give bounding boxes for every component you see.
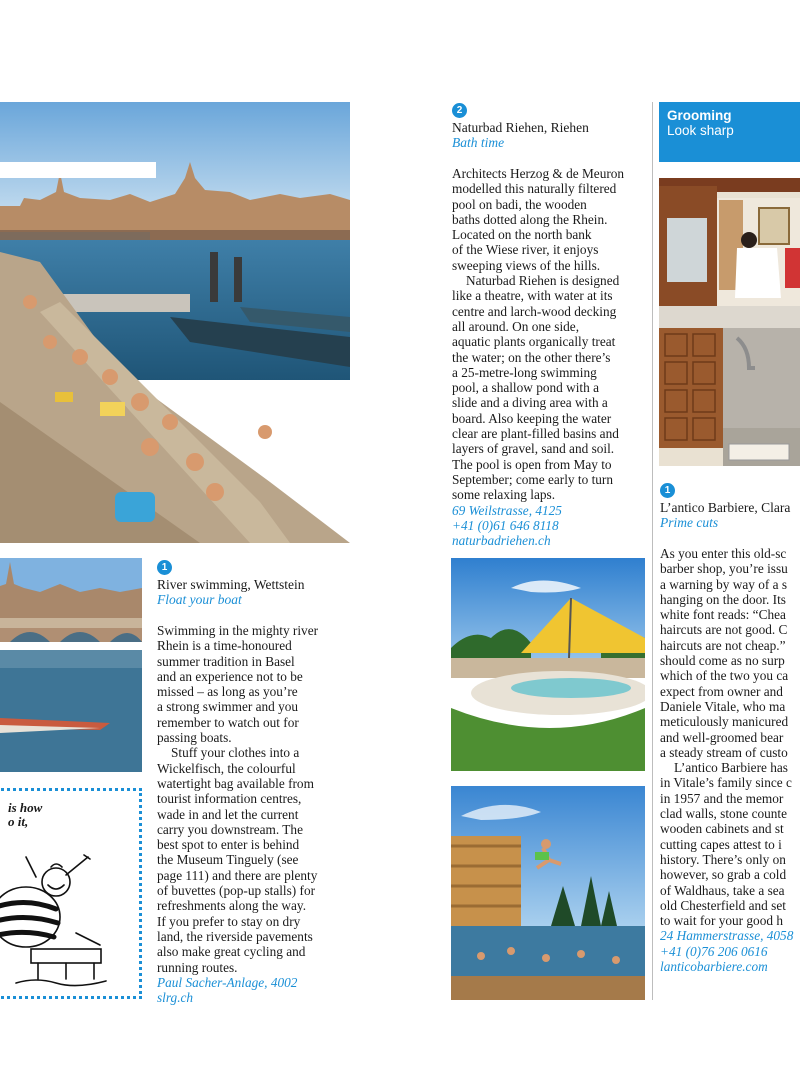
body-line: clad walls, stone counte [660, 806, 788, 822]
body-line: pool on badi, the wooden [452, 196, 587, 212]
body-line: best spot to enter is behind [157, 837, 300, 853]
body-line: of Waldhaus, take a sea [660, 882, 785, 898]
body-line: expect from owner and [660, 683, 783, 699]
body-line: a steady stream of custo [660, 744, 788, 760]
feature-subtitle: Bath time [452, 135, 505, 150]
section-tag-title: Grooming [667, 108, 732, 123]
body-line: modelled this naturally filtered [452, 181, 617, 197]
body-line: Wickelfisch, the colourful [157, 760, 296, 776]
feature-subtitle: Prime cuts [660, 515, 719, 530]
body-line: Rhein is a time-honoured [157, 638, 292, 654]
body-line: sweeping views of the hills. [452, 257, 601, 273]
body-line: a warning by way of a s [660, 576, 788, 592]
body-line: all around. On one side, [452, 318, 580, 334]
website-link[interactable]: lanticobarbiere.com [660, 959, 768, 975]
address-text: Paul Sacher-Anlage, 4002 [157, 974, 298, 990]
body-line: Stuff your clothes into a [171, 745, 300, 761]
cartoon-caption-line-1: is how [8, 800, 43, 815]
body-line: layers of gravel, sand and soil. [452, 441, 615, 457]
body-line: and well-groomed bear [660, 729, 784, 745]
body-line: however, so grab a cold [660, 867, 787, 883]
naturbad-pool-parasol-photo [451, 558, 645, 771]
feature-subtitle: Float your boat [157, 592, 242, 607]
body-line: clear are plant-filled basins and [452, 426, 619, 442]
body-line: haircuts are not good. C [660, 622, 788, 638]
body-line: which of the two you ca [660, 668, 789, 684]
body-line: to wait for your good h [660, 913, 783, 929]
body-line: in Vitale’s family since c [660, 775, 792, 791]
body-line: some relaxing laps. [452, 487, 556, 503]
body-line: Naturbad Riehen is designed [466, 273, 620, 289]
feature-title: Naturbad Riehen, Riehen [452, 120, 589, 135]
feature-title: River swimming, Wettstein [157, 577, 305, 592]
body-line: old Chesterfield and set [660, 897, 786, 913]
feature-title: L’antico Barbiere, Clara [660, 500, 791, 515]
body-line: history. There’s only on [660, 851, 786, 867]
body-line: also make great cycling and [157, 944, 306, 960]
body-line: running routes. [157, 959, 238, 975]
body-line: the Museum Tinguely (see [157, 852, 299, 868]
body-line: As you enter this old-sc [660, 546, 787, 561]
body-line: baths dotted along the Rhein. [452, 211, 608, 227]
feature-number-badge: 2 [452, 103, 467, 118]
body-line: cutting capes attest to i [660, 836, 782, 852]
phone-text: +41 (0)76 206 0616 [660, 943, 768, 959]
body-line: If you prefer to stay on dry [157, 913, 301, 929]
feature-number-badge: 1 [660, 483, 675, 498]
body-line: pool, a shallow pond with a [452, 380, 599, 396]
body-line: hanging on the door. Its [660, 591, 786, 607]
body-line: L’antico Barbiere has [674, 760, 788, 776]
phone-text: +41 (0)61 646 8118 [452, 517, 559, 533]
body-line: passing boats. [157, 730, 232, 746]
wettstein-bridge-photo [0, 558, 142, 772]
body-line: a 25-metre-long swimming [452, 364, 597, 380]
cartoon-sidebar [0, 788, 142, 999]
body-line: meticulously manicured [660, 714, 789, 730]
body-line: summer tradition in Basel [157, 653, 295, 669]
website-link[interactable]: slrg.ch [157, 990, 194, 1006]
body-line: wade in and let the current [157, 806, 299, 822]
barber-shop-interior-photo [659, 178, 800, 466]
body-line: The pool is open from May to [452, 456, 612, 472]
body-line: refreshments along the way. [157, 898, 307, 914]
naturbad-diver-photo [451, 786, 645, 1000]
body-line: carry you downstream. The [157, 821, 303, 837]
body-line: haircuts are not cheap.” [660, 637, 786, 653]
feature-body-text [452, 166, 648, 548]
section-tag-subtitle: Look sharp [667, 123, 734, 138]
feature-number-badge: 1 [157, 560, 172, 575]
cartoon-caption-line-2: o it, [8, 814, 29, 829]
body-line: Architects Herzog & de Meuron [452, 166, 625, 181]
body-line: land, the riverside pavements [157, 928, 313, 944]
address-text: 69 Weilstrasse, 4125 [452, 502, 562, 518]
feature-body-text [660, 546, 800, 974]
body-line: Daniele Vitale, who ma [660, 698, 786, 714]
body-line: tourist information centres, [157, 791, 302, 807]
address-text: 24 Hammerstrasse, 4058 [660, 928, 794, 944]
body-line: like a theatre, with water at its [452, 288, 613, 304]
swimmer-cartoon-illustration [0, 837, 139, 997]
body-line: a strong swimmer and you [157, 699, 299, 715]
body-line: September; come early to turn [452, 471, 613, 487]
body-line: centre and larch-wood decking [452, 303, 617, 319]
body-line: barber shop, you’re issu [660, 561, 788, 577]
column-divider [652, 102, 653, 1000]
body-line: should come as no surp [660, 653, 785, 669]
body-line: Located on the north bank [452, 227, 592, 243]
body-line: white font reads: “Chea [660, 607, 786, 623]
body-line: Swimming in the mighty river [157, 623, 319, 638]
section-tag-grooming [659, 102, 800, 162]
body-line: missed – as long as you’re [157, 684, 298, 700]
feature-body-text [157, 623, 357, 1005]
body-line: and an experience not to be [157, 668, 303, 684]
tag-notch [0, 162, 156, 178]
website-link[interactable]: naturbadriehen.ch [452, 533, 551, 549]
body-line: board. Also keeping the water [452, 410, 612, 426]
body-line: watertight bag available from [157, 775, 314, 791]
body-line: page 111) and there are plenty [157, 867, 318, 883]
body-line: remember to watch out for [157, 714, 299, 730]
body-line: of the Wiese river, it enjoys [452, 242, 599, 258]
body-line: slide and a diving area with a [452, 395, 608, 411]
body-line: the water; on the other there’s [452, 349, 611, 365]
body-line: wooden cabinets and st [660, 821, 784, 837]
body-line: in 1957 and the memor [660, 790, 784, 806]
body-line: aquatic plants organically treat [452, 334, 616, 350]
body-line: of buvettes (pop-up stalls) for [157, 883, 316, 899]
